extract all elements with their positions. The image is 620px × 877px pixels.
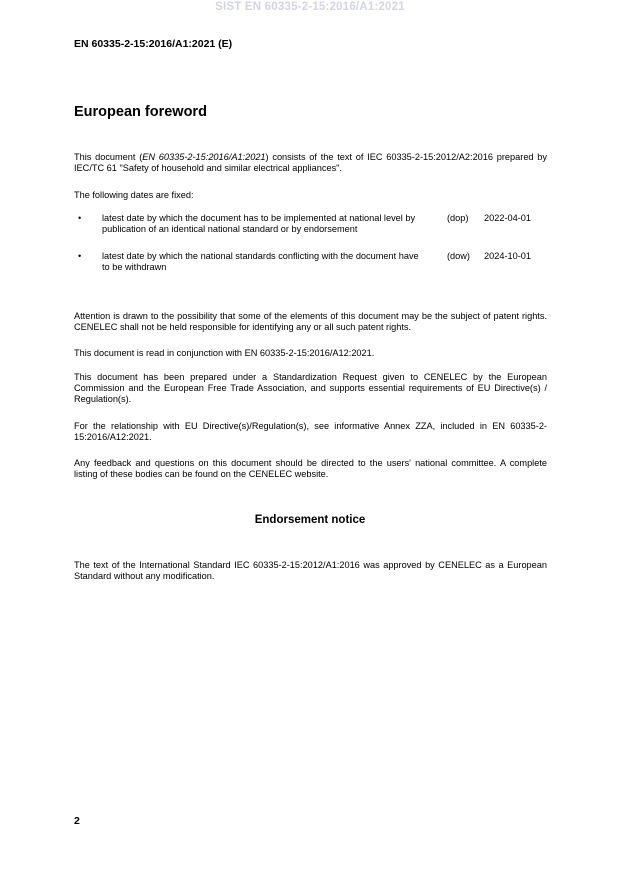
intro-suffix: ) consists of the text of IEC 60335-2-15:2012/A2:2016 prepared by IEC/TC 61 "Safety of household and similar electrical appliances". [74,152,547,173]
date-value: 2022-04-01 [484,213,531,223]
section-title-endorsement-notice: Endorsement notice [254,514,366,526]
intro-prefix: This document ( [74,152,143,162]
bullet-icon: • [78,251,82,261]
bullet-icon: • [78,213,82,223]
paragraph-standardization-request: This document has been prepared under a Standardization Request given to CENELEC by the European Commission and the European Free Trade Association, and supports essential requirements of EU Directive(s) / Regulation(s). [74,372,547,404]
date-code: (dow) [447,251,470,261]
date-description: latest date by which the document has to be implemented at national level by publication of an identical national standard or by endorsement [102,213,416,234]
section-title-european-foreword: European foreword [74,104,207,120]
date-value: 2024-10-01 [484,251,531,261]
dates-intro: The following dates are fixed: [74,190,194,200]
endorsement-text: The text of the International Standard IEC 60335-2-15:2012/A1:2016 was approved by CENELEC as a European Standard without any modification. [74,560,547,581]
paragraph-eu-directive-relationship: For the relationship with EU Directive(s)/Regulation(s), see informative Annex ZZA, included in EN 60335-2-15:2016/A12:2021. [74,421,547,442]
intro-document-reference: EN 60335-2-15:2016/A1:2021 [142,152,266,162]
document-header: EN 60335-2-15:2016/A1:2021 (E) [74,38,233,50]
paragraph-read-in-conjunction: This document is read in conjunction with EN 60335-2-15:2016/A12:2021. [74,348,375,358]
page-number: 2 [74,815,80,827]
date-description: latest date by which the national standards conflicting with the document have to be withdrawn [102,251,419,272]
foreword-intro-paragraph [74,152,547,174]
paragraph-patent-rights: Attention is drawn to the possibility that some of the elements of this document may be the subject of patent rights. CENELEC shall not be held responsible for identifying any or all such patent rights. [74,311,547,332]
paragraph-feedback: Any feedback and questions on this document should be directed to the users' national committee. A complete listing of these bodies can be found on the CENELEC website. [74,458,547,479]
date-code: (dop) [447,213,469,223]
watermark: SIST EN 60335-2-15:2016/A1:2021 [215,1,405,13]
